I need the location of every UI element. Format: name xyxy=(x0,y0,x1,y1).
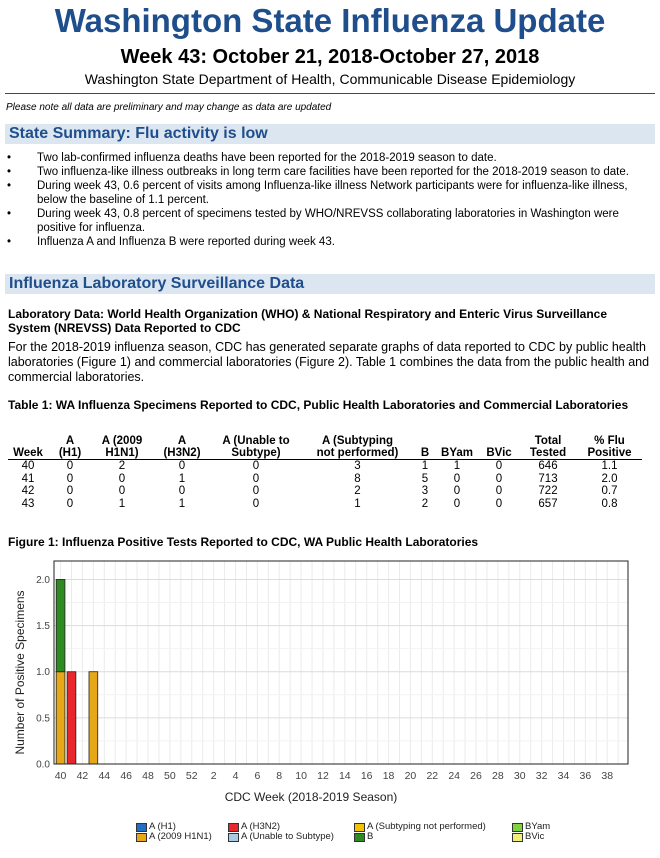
table-cell: 657 xyxy=(538,497,558,510)
table-cell: 0.7 xyxy=(601,485,618,497)
x-tick-label: 52 xyxy=(185,770,198,782)
table-cell: 0 xyxy=(66,497,74,510)
col-h3n2: A (H3N2) xyxy=(152,435,212,460)
legend-swatch xyxy=(136,833,147,842)
table-cell: 0 xyxy=(66,485,74,497)
table-cell: 1 xyxy=(453,460,461,472)
table-caption: Table 1: WA Influenza Specimens Reported to CDC, Public Health Laboratories and Commercial Laboratories xyxy=(8,398,629,412)
col-h1: A (H1) xyxy=(48,435,92,460)
table-cell: 0 xyxy=(252,460,260,472)
legend-label: BVic xyxy=(525,831,545,842)
lab-paragraph: For the 2018-2019 influenza season, CDC has generated separate graphs of data reported to CDC by public health laboratories (Figure 1) and commercial laboratories (Figure 2). Table 1 combines the data from the public health and commercial laboratories. xyxy=(8,340,650,384)
table-cell: 2 xyxy=(354,485,361,497)
x-tick-label: 30 xyxy=(513,770,526,782)
table-cell: 0 xyxy=(118,472,126,485)
col-h1n1: A (2009 H1N1) xyxy=(92,435,152,460)
summary-heading-bar xyxy=(5,124,655,144)
legend-swatch xyxy=(354,833,365,842)
x-tick-label: 42 xyxy=(76,770,89,782)
table-cell: 1 xyxy=(354,497,361,510)
table-cell: 41 xyxy=(21,472,35,485)
table-cell: 0.8 xyxy=(601,497,618,510)
table-cell: 0 xyxy=(453,485,461,497)
table-cell: 0 xyxy=(453,472,461,485)
header-divider xyxy=(5,93,655,94)
table-row xyxy=(8,460,642,473)
x-tick-label: 26 xyxy=(470,770,482,782)
x-tick-label: 10 xyxy=(295,770,307,782)
table-cell: 40 xyxy=(21,460,35,472)
summary-bullet: • During week 43, 0.8 percent of specimens tested by WHO/NREVSS collaborating laboratories in Washington were positive for influenza. xyxy=(5,207,655,235)
x-tick-label: 4 xyxy=(232,770,239,782)
legend-swatch xyxy=(512,833,523,842)
table-cell: 1.1 xyxy=(601,460,618,472)
table-cell: 0 xyxy=(495,497,503,510)
table-cell: 0 xyxy=(495,485,503,497)
y-tick-label: 2.0 xyxy=(36,574,50,586)
department-line: Washington State Department of Health, Communicable Disease Epidemiology xyxy=(84,71,576,87)
legend-label: B xyxy=(367,831,374,842)
y-tick-label: 1.0 xyxy=(36,667,50,679)
table-cell: 0 xyxy=(66,460,74,472)
table-row xyxy=(8,498,642,511)
x-tick-label: 34 xyxy=(557,770,570,782)
lab-heading-bar xyxy=(5,274,655,294)
table-body xyxy=(8,460,642,511)
specimens-table xyxy=(8,435,642,510)
table-cell: 0 xyxy=(252,497,260,510)
summary-bullet: • During week 43, 0.6 percent of visits among Influenza-like illness Network participants were for influenza-like illness, below the baseline of 1.1 percent. xyxy=(5,179,655,207)
table-cell: 2 xyxy=(118,460,126,472)
summary-bullet: • Two influenza-like illness outbreaks in long term care facilities have been reported for the 2018-2019 season to date. xyxy=(5,165,655,179)
col-unable: A (Unable to Subtype) xyxy=(212,435,300,460)
x-tick-label: 22 xyxy=(426,770,439,782)
summary-bullet: • Influenza A and Influenza B were reported during week 43. xyxy=(5,235,655,249)
legend-swatch xyxy=(228,833,239,842)
legend-label: A (2009 H1N1) xyxy=(149,831,212,842)
x-tick-label: 16 xyxy=(360,770,373,782)
col-pct: % Flu Positive xyxy=(577,435,642,460)
legend-label: A (Unable to Subtype) xyxy=(241,831,334,842)
table-cell: 3 xyxy=(421,485,429,497)
table-cell: 0 xyxy=(453,497,461,510)
table-cell: 0 xyxy=(178,485,186,497)
y-tick-label: 1.5 xyxy=(36,621,50,633)
table-row xyxy=(8,485,642,498)
table-cell: 1 xyxy=(118,497,126,510)
table-cell: 722 xyxy=(538,485,558,497)
col-notperformed: A (Subtyping not performed) xyxy=(300,435,415,460)
y-axis-label: Number of Positive Specimens xyxy=(13,590,27,755)
table-cell: 42 xyxy=(21,485,35,497)
preliminary-note: Please note all data are preliminary and may change as data are updated xyxy=(6,102,332,113)
x-tick-label: 24 xyxy=(448,770,461,782)
bar xyxy=(56,672,65,764)
x-axis-label: CDC Week (2018-2019 Season) xyxy=(224,790,398,804)
col-b: B xyxy=(415,435,435,460)
table-cell: 0 xyxy=(495,460,503,472)
chart-legend xyxy=(0,820,660,850)
legend-swatch xyxy=(512,823,523,832)
x-tick-label: 48 xyxy=(142,770,154,782)
summary-list xyxy=(5,151,655,249)
legend-label: BYam xyxy=(525,821,551,832)
x-tick-label: 20 xyxy=(404,770,417,782)
summary-bullet: • Two lab-confirmed influenza deaths have been reported for the 2018-2019 season to date. xyxy=(5,151,655,165)
x-tick-label: 44 xyxy=(98,770,111,782)
legend-swatch xyxy=(136,823,147,832)
legend-swatch xyxy=(354,823,365,832)
bar xyxy=(56,579,65,671)
table-cell: 1 xyxy=(178,497,186,510)
figure-caption: Figure 1: Influenza Positive Tests Reported to CDC, WA Public Health Laboratories xyxy=(8,535,479,549)
x-tick-label: 46 xyxy=(120,770,133,782)
table-cell: 1 xyxy=(178,472,186,485)
col-week: Week xyxy=(8,435,48,460)
bar xyxy=(89,672,98,764)
x-tick-label: 50 xyxy=(164,770,176,782)
legend-label: A (H3N2) xyxy=(241,821,281,832)
x-tick-label: 40 xyxy=(54,770,67,782)
page-title: Washington State Influenza Update xyxy=(54,2,606,39)
table-cell: 0 xyxy=(495,472,503,485)
x-tick-label: 14 xyxy=(338,770,351,782)
table-cell: 3 xyxy=(354,460,361,472)
col-total: Total Tested xyxy=(519,435,577,460)
x-tick-label: 6 xyxy=(254,770,261,782)
col-bvic: BVic xyxy=(479,435,519,460)
y-tick-label: 0.5 xyxy=(36,713,50,725)
legend-label: A (H1) xyxy=(149,821,176,832)
table-cell: 0 xyxy=(252,472,260,485)
table-cell: 646 xyxy=(538,460,558,472)
legend-label: A (Subtyping not performed) xyxy=(367,821,486,832)
table-cell: 0 xyxy=(252,485,260,497)
table-cell: 1 xyxy=(421,460,429,472)
report-week: Week 43: October 21, 2018-October 27, 2018 xyxy=(120,46,540,68)
x-tick-label: 36 xyxy=(579,770,592,782)
table-cell: 2 xyxy=(421,497,429,510)
table-cell: 0 xyxy=(66,472,74,485)
table-cell: 8 xyxy=(354,472,361,485)
col-byam: BYam xyxy=(435,435,479,460)
positive-tests-chart xyxy=(0,555,660,817)
x-tick-label: 32 xyxy=(535,770,548,782)
lab-subheading: Laboratory Data: World Health Organization (WHO) & National Respiratory and Enteric Virus Surveillance System (NREVSS) Data Reported to CDC xyxy=(8,307,608,335)
table-cell: 43 xyxy=(21,497,35,510)
x-tick-label: 8 xyxy=(276,770,283,782)
table-cell: 0 xyxy=(118,485,126,497)
bar xyxy=(67,672,76,764)
summary-heading: State Summary: Flu activity is low xyxy=(9,125,268,142)
table-cell: 0 xyxy=(178,460,186,472)
table-cell: 713 xyxy=(538,472,558,485)
x-tick-label: 38 xyxy=(601,770,614,782)
table-row xyxy=(8,473,642,486)
table-cell: 2.0 xyxy=(601,472,618,485)
y-tick-label: 0.0 xyxy=(36,759,50,771)
lab-heading: Influenza Laboratory Surveillance Data xyxy=(9,275,305,292)
x-tick-label: 18 xyxy=(382,770,395,782)
table-cell: 5 xyxy=(421,472,429,485)
legend-swatch xyxy=(228,823,239,832)
x-tick-label: 12 xyxy=(317,770,329,782)
x-tick-label: 28 xyxy=(492,770,504,782)
x-tick-label: 2 xyxy=(210,770,217,782)
